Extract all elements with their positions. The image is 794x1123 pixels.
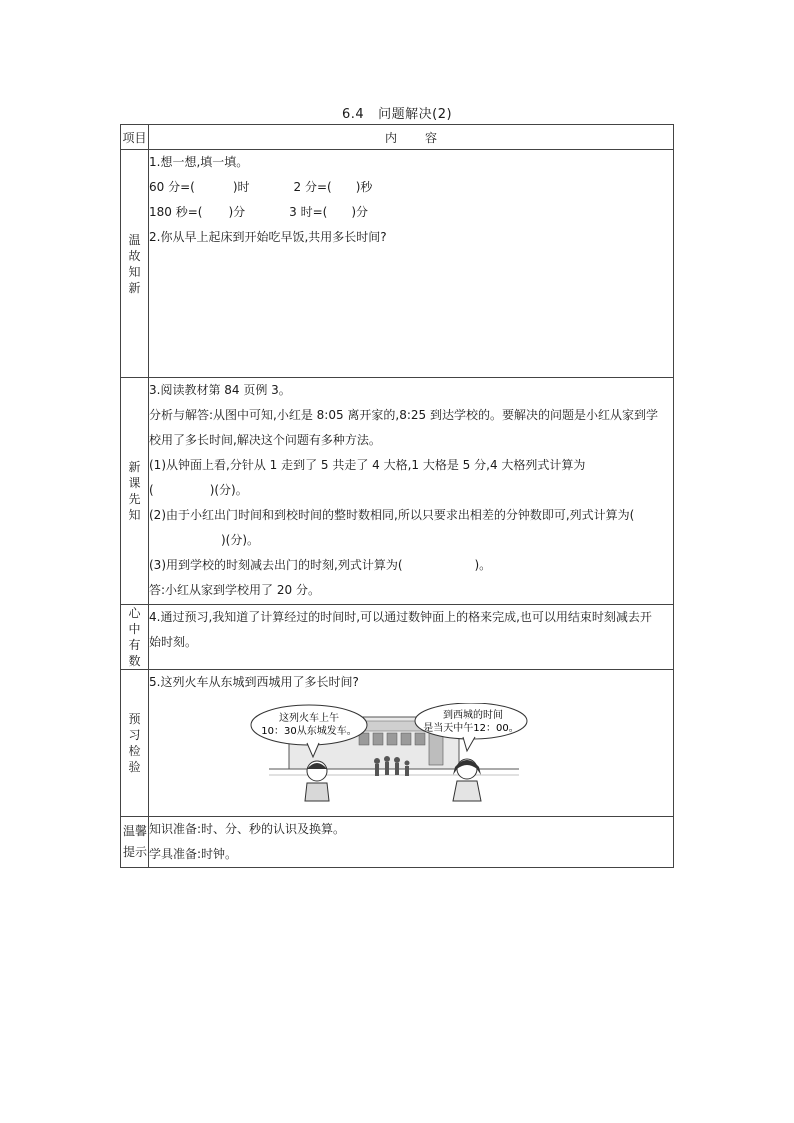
analysis-text: 分析与解答:从图中可知,小红是 8:05 离开家的,8:25 到达学校的。要解决的问题是小红从家到学校用了多长时间,解决这个问题有多种方法。 bbox=[149, 408, 659, 447]
section-title: 问题解决(2) bbox=[378, 107, 453, 122]
section-label: 温馨提示 bbox=[121, 817, 149, 868]
section-content bbox=[149, 378, 674, 605]
table-header-row bbox=[121, 125, 674, 150]
section-review bbox=[121, 150, 674, 378]
bubble-right-line1: 到西城的时间 bbox=[443, 710, 503, 721]
section-label: 温故知新 bbox=[121, 150, 149, 378]
section-label: 预习检验 bbox=[121, 670, 149, 817]
section-content bbox=[149, 605, 674, 670]
section-content bbox=[149, 817, 674, 868]
fill-row: 60 分=( )时 2 分=( )秒 bbox=[149, 180, 373, 194]
train-illustration bbox=[249, 703, 529, 803]
section-mind bbox=[121, 605, 674, 670]
summary-text: 4.通过预习,我知道了计算经过的时间时,可以通过数钟面上的格来完成,也可以用结束时刻减去开始时刻。 bbox=[149, 610, 652, 649]
section-number: 6.4 bbox=[341, 107, 365, 122]
section-content bbox=[149, 670, 674, 817]
bubble-left-line2: 10：30从东城发车。 bbox=[261, 726, 357, 737]
section-new bbox=[121, 378, 674, 605]
lesson-table bbox=[120, 124, 674, 868]
section-label: 心中有数 bbox=[121, 605, 149, 670]
section-label: 新课先知 bbox=[121, 378, 149, 605]
train-scene-image bbox=[249, 703, 529, 803]
tip-knowledge: 知识准备:时、分、秒的认识及换算。 bbox=[149, 822, 346, 836]
page-title bbox=[0, 103, 794, 122]
header-item: 项目 bbox=[121, 125, 149, 150]
question-text: 1.想一想,填一填。 bbox=[149, 155, 249, 169]
section-content bbox=[149, 150, 674, 378]
bubble-right-line2: 是当天中午12：00。 bbox=[423, 723, 519, 734]
header-content: 内容 bbox=[149, 125, 674, 150]
section-tips bbox=[121, 817, 674, 868]
bubble-left-line1: 这列火车上午 bbox=[279, 713, 339, 724]
method-1: (1)从钟面上看,分针从 1 走到了 5 共走了 4 大格,1 大格是 5 分,4 大格列式计算为 bbox=[149, 458, 586, 472]
question-text: 5.这列火车从东城到西城用了多长时间? bbox=[149, 675, 359, 689]
method-1-blank: ( )(分)。 bbox=[149, 483, 248, 497]
method-2: (2)由于小红出门时间和到校时间的整时数相同,所以只要求出相差的分钟数即可,列式计算为()(分)。 bbox=[149, 508, 635, 547]
question-text: 3.阅读教材第 84 页例 3。 bbox=[149, 383, 291, 397]
tip-tools: 学具准备:时钟。 bbox=[149, 847, 238, 861]
question-text: 2.你从早上起床到开始吃早饭,共用多长时间? bbox=[149, 230, 387, 244]
section-check bbox=[121, 670, 674, 817]
answer-text: 答:小红从家到学校用了 20 分。 bbox=[149, 583, 320, 597]
method-3: (3)用到学校的时刻减去出门的时刻,列式计算为( )。 bbox=[149, 558, 492, 572]
fill-row: 180 秒=( )分 3 时=( )分 bbox=[149, 205, 369, 219]
